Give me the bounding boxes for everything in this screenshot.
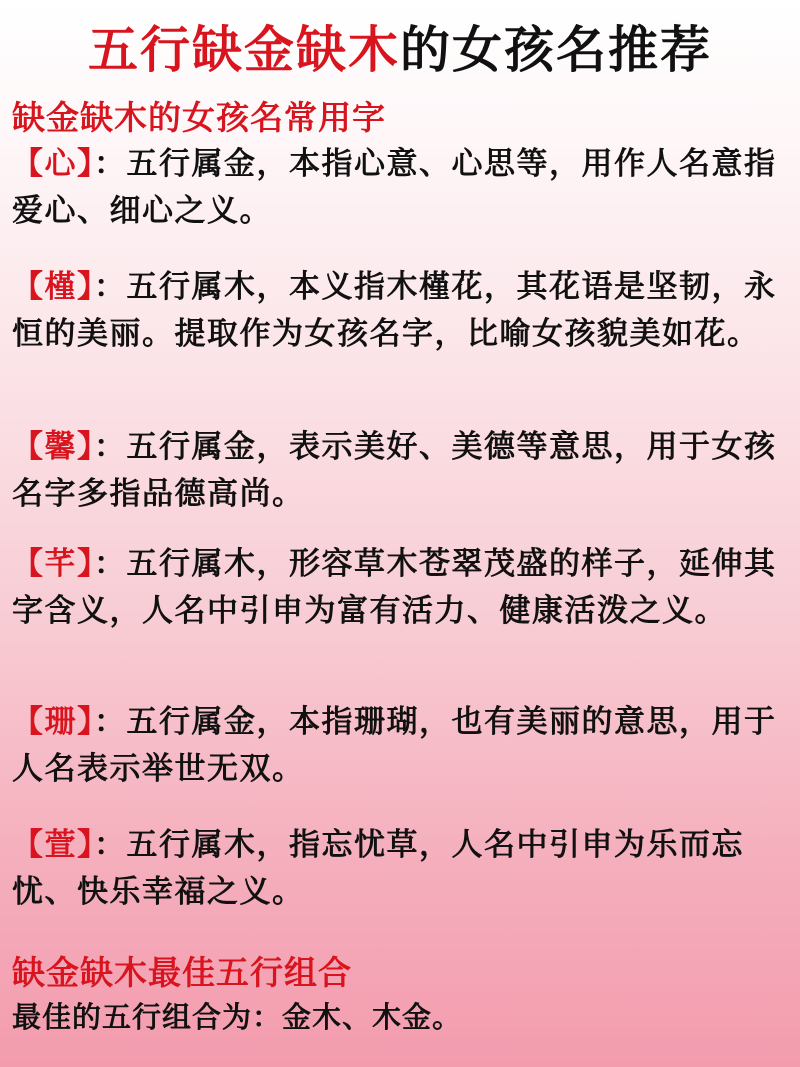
entry-char: 馨 <box>44 429 77 465</box>
page-title <box>0 14 800 86</box>
entry-text: ：五行属木，指忘忧草，人名中引申为乐而忘忧、快乐幸福之义。 <box>12 827 744 910</box>
bracket-left: 【 <box>12 429 45 465</box>
bracket-left: 【 <box>12 546 45 582</box>
entry-char: 芊 <box>44 546 77 582</box>
entry-char: 槿 <box>44 269 77 305</box>
bracket-left: 【 <box>12 827 45 863</box>
bracket-left: 【 <box>12 146 45 182</box>
entry-text: ：五行属金，表示美好、美德等意思，用于女孩名字多指品德高尚。 <box>12 429 777 512</box>
entry-xuan <box>12 822 792 916</box>
entry-jin <box>12 264 792 358</box>
bracket-right: 】 <box>77 546 94 582</box>
entry-char: 萱 <box>44 827 77 863</box>
entry-char: 心 <box>44 146 77 182</box>
entry-xin2 <box>12 424 792 518</box>
entry-text: ：五行属木，本义指木槿花，其花语是坚韧，永恒的美丽。提取作为女孩名字，比喻女孩貌美如花。 <box>12 269 777 352</box>
entry-char: 珊 <box>44 704 77 740</box>
entry-shan <box>12 699 792 793</box>
entry-xin <box>12 141 792 235</box>
entry-text: ：五行属木，形容草木苍翠茂盛的样子，延伸其字含义，人名中引申为富有活力、健康活泼之义。 <box>12 546 777 629</box>
title-black-part: 的女孩名推荐 <box>400 20 712 79</box>
section-heading-best-combo: 缺金缺木最佳五行组合 <box>12 953 352 992</box>
entry-qian <box>12 541 792 635</box>
bracket-right: 】 <box>77 827 94 863</box>
bracket-right: 】 <box>77 429 94 465</box>
bracket-left: 【 <box>12 269 45 305</box>
entry-text: ：五行属金，本指心意、心思等，用作人名意指爱心、细心之义。 <box>12 146 777 229</box>
bracket-left: 【 <box>12 704 45 740</box>
entry-text: ：五行属金，本指珊瑚，也有美丽的意思，用于人名表示举世无双。 <box>12 704 777 787</box>
bracket-right: 】 <box>77 146 94 182</box>
best-combo-text: 最佳的五行组合为：金木、木金。 <box>12 1000 463 1034</box>
bracket-right: 】 <box>77 269 94 305</box>
bracket-right: 】 <box>77 704 94 740</box>
section-heading-common-chars: 缺金缺木的女孩名常用字 <box>12 98 386 137</box>
title-red-part: 五行缺金缺木 <box>88 20 400 79</box>
